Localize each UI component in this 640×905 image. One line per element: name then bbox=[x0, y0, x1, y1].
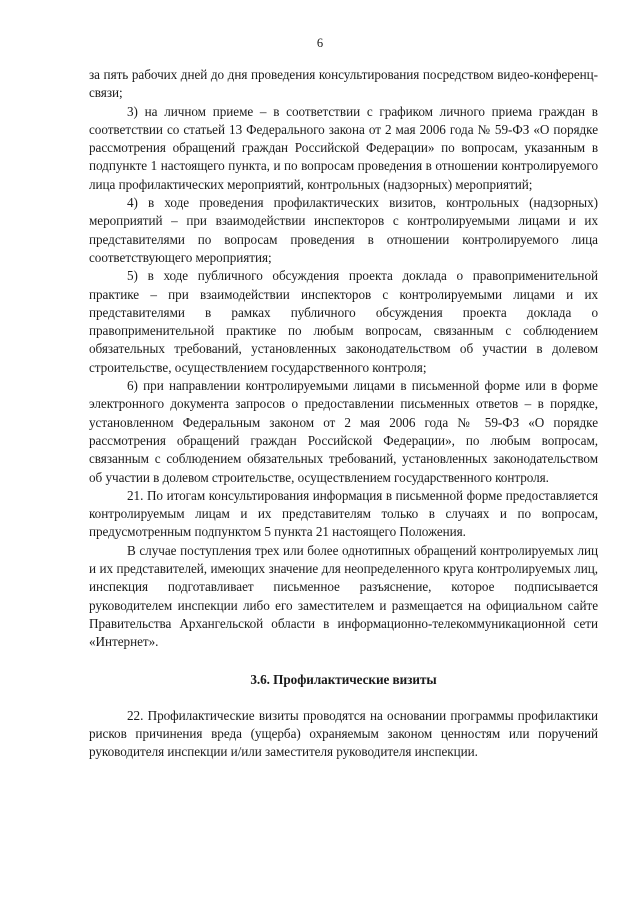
paragraph-clarification: В случае поступления трех или более однотипных обращений контролируемых лиц и их представителей, имеющих значение для неопределенного круга контролируемых лиц, инспекция подготавливает письменное разъяснение, которое подписывается руководителем инспекции либо его заместителем и размещается на официальном сайте Правительства Архангельской области в информационно-телекоммуникационной сети «Интернет». bbox=[89, 542, 598, 650]
paragraph-item-4: 4) в ходе проведения профилактических визитов, контрольных (надзорных) мероприятий – при взаимодействии инспекторов с контролируемыми лицами и их представителями по вопросам проведения в отношении контролируемого лица соответствующего мероприятия; bbox=[89, 195, 598, 265]
paragraph-item-3: 3) на личном приеме – в соответствии с графиком личного приема граждан в соответствии со статьей 13 Федерального закона от 2 мая 2006 года № 59-ФЗ «О порядке рассмотрения обращений граждан Российской Федерации» по вопросам, указанным в подпункте 1 настоящего пункта, и по вопросам проведения в отношении контролируемого лица профилактических мероприятий, контрольных (надзорных) мероприятий; bbox=[89, 103, 598, 192]
paragraph-21: 21. По итогам консультирования информация в письменной форме предоставляется контролируемым лицам и их представителям только в случаях и по вопросам, предусмотренным подпунктом 5 пункта 21 настоящего Положения. bbox=[89, 487, 598, 540]
section-heading: 3.6. Профилактические визиты bbox=[250, 671, 437, 687]
paragraph-item-5: 5) в ходе публичного обсуждения проекта доклада о правоприменительной практике – при взаимодействии инспекторов с контролируемыми лицами и их представителями в рамках публичного обсуждения проекта доклада о правоприменительной практике по любым вопросам, связанным с соблюдением обязательных требований, установленных законодательством об участии в долевом строительстве, осуществлением государственного контроля; bbox=[89, 268, 598, 375]
paragraph-continued: за пять рабочих дней до дня проведения консультирования посредством видео-конференц-связи; bbox=[89, 67, 598, 101]
paragraph-item-6: 6) при направлении контролируемыми лицами в письменной форме или в форме электронного документа запросов о предоставлении письменных ответов – в порядке, установленном Федеральным законом от 2 мая 2006 года № 59-ФЗ «О порядке рассмотрения обращений граждан Российской Федерации», по любым вопросам, связанным с соблюдением обязательных требований, установленных законодательством об участии в долевом строительстве, осуществлением государственного контроля. bbox=[89, 378, 598, 485]
page-number: 6 bbox=[316, 36, 324, 50]
paragraph-22: 22. Профилактические визиты проводятся на основании программы профилактики рисков причинения вреда (ущерба) охраняемым законом ценностям или поручений руководителя инспекции и/или заместителя руководителя инспекции. bbox=[89, 707, 598, 760]
document-body bbox=[89, 66, 598, 762]
